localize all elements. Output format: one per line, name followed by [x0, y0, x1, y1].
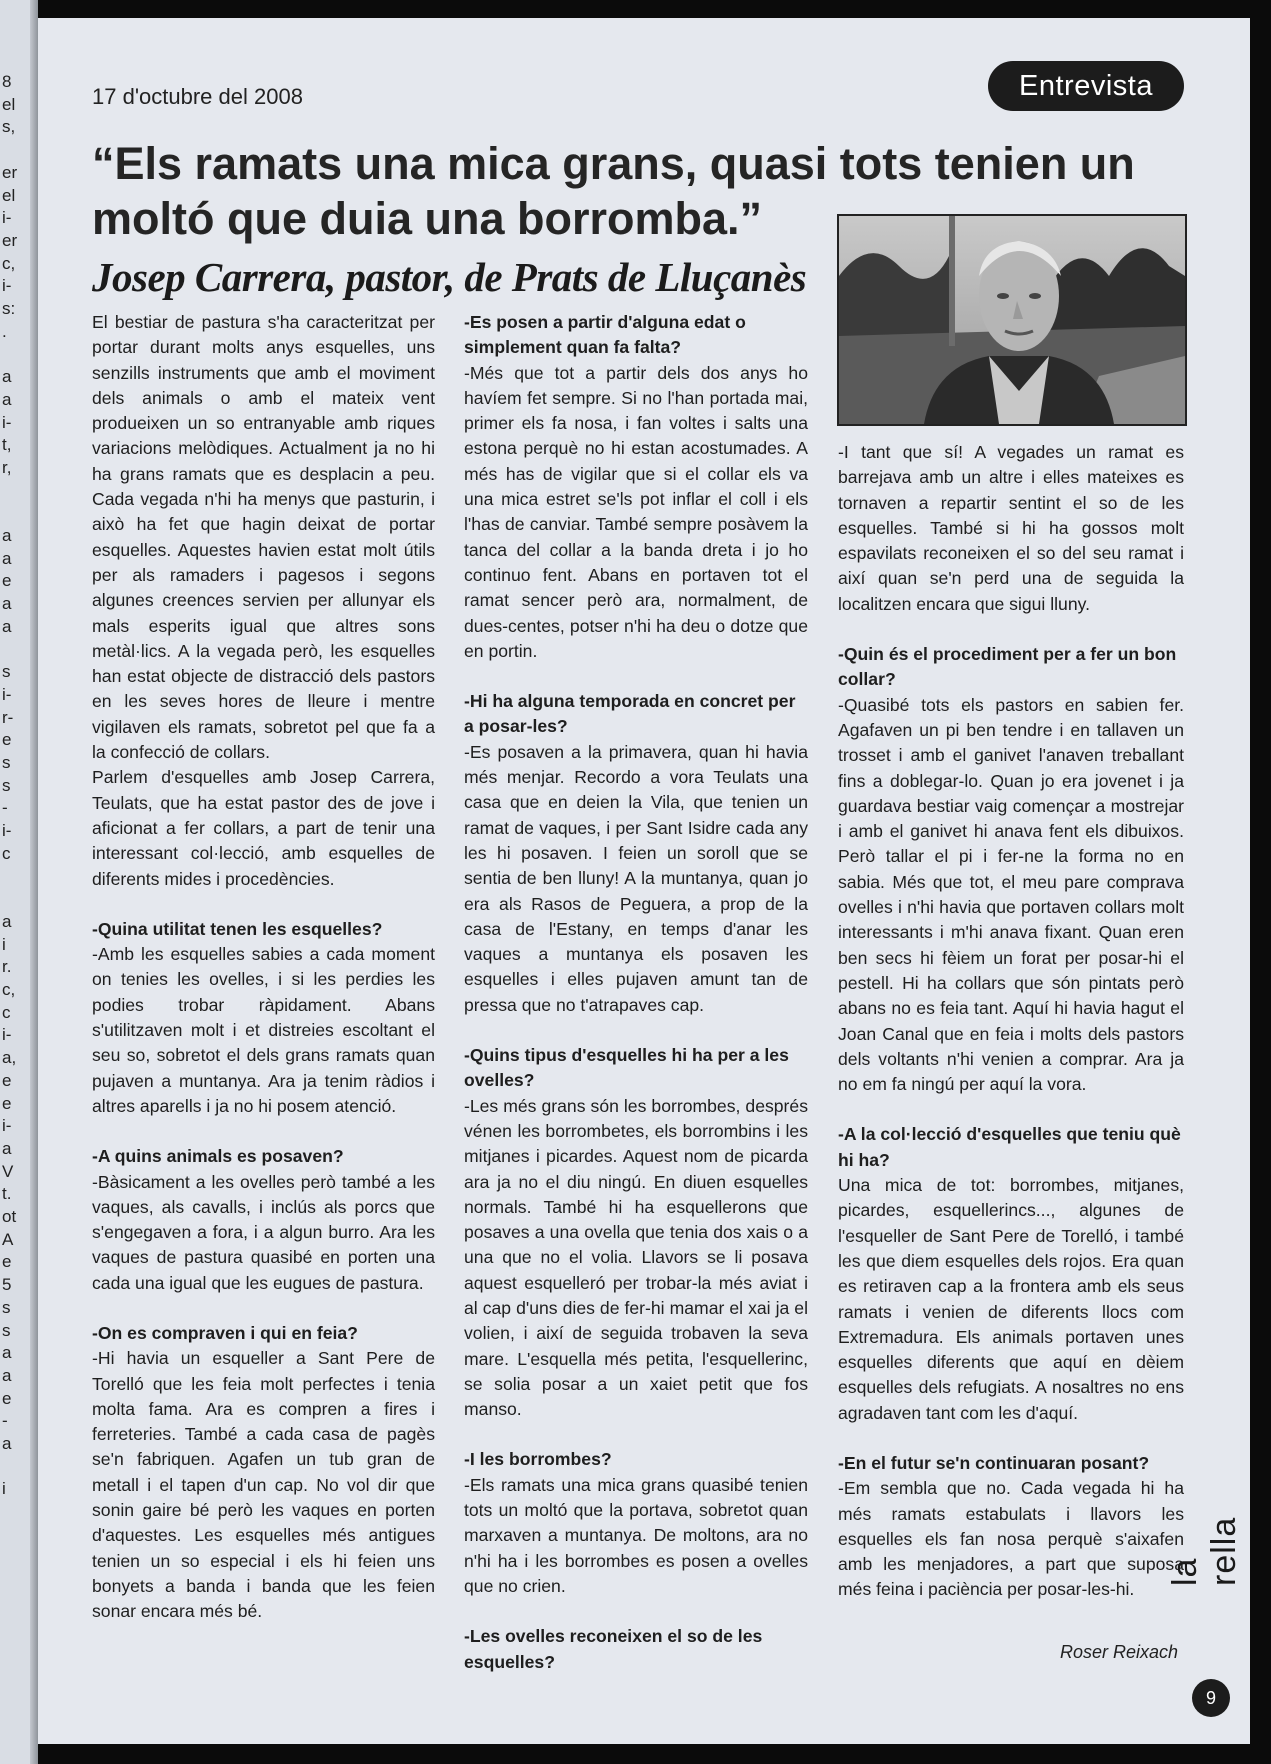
- previous-page-fragment: r-: [2, 707, 14, 727]
- previous-page-fragment: el: [2, 94, 16, 114]
- previous-page-fragment: a: [2, 1138, 12, 1158]
- article-paragraph: -Bàsicament a les ovelles però també a les vaques, als cavalls, i inclús als porcs que s'engegaven a fora, i a algun burro. Ara les vaques de pastura quasibé en porten una cada una igual que les eugues de pastura.: [92, 1171, 435, 1293]
- article-column-3: [838, 440, 1184, 1603]
- interview-question: -I les borrombes?: [464, 1449, 612, 1470]
- paragraph-spacer: [838, 1426, 1184, 1451]
- headline-line-1: “Els ramats una mica grans, quasi tots tenien un: [92, 138, 1135, 189]
- author-signature: Roser Reixach: [1059, 1642, 1178, 1662]
- previous-page-fragment: s: [2, 662, 11, 682]
- previous-page-fragment: e: [2, 1093, 12, 1113]
- article-column-1: [92, 310, 435, 1625]
- previous-page-fragment: i-: [2, 821, 12, 841]
- article-paragraph: El bestiar de pastura s'ha caracteritzat per portar durant molts anys esquelles, uns senzills instruments que amb el moviment dels animals o amb el mateix vent produeixen un so entranyable amb riques variacions melòdiques. Actualment ja no hi ha grans ramats que es desplacin a peu. Cada vegada n'hi ha menys que pasturin, i això ha fet que hagin deixat de portar esquelles. Aquestes havien estat molt útils per als ramaders i pagesos i segons algunes creences servien per allunyar els mals esperits igual que altres sons metàl·lics. A la vegada però, les esquelles han estat objecte de distracció dels pastors en les seves hores de lleure i mentre vigilaven els ramats, sobretot pel que fa a la confecció de collars.: [92, 312, 435, 763]
- previous-page-fragment: r.: [2, 957, 12, 977]
- previous-page-fragment: c,: [2, 980, 16, 999]
- paragraph-spacer: [92, 1296, 435, 1321]
- paragraph-spacer: [92, 892, 435, 917]
- paragraph-spacer: [464, 1422, 808, 1447]
- previous-page-fragment: a: [2, 389, 12, 409]
- previous-page-fragment: a: [2, 1343, 12, 1363]
- previous-page-fragment: i: [2, 934, 6, 954]
- paragraph-spacer: [464, 664, 808, 689]
- issue-date: 17 d'octubre del 2008: [92, 84, 303, 109]
- previous-page-fragment: el: [2, 185, 16, 205]
- previous-page-fragment: .: [2, 321, 7, 341]
- interview-question: -Quins tipus d'esquelles hi ha per a les ovelles?: [464, 1045, 789, 1091]
- paragraph-spacer: [464, 1599, 808, 1624]
- article-paragraph: -Els ramats una mica grans quasibé tenien tots un moltó que la portava, sobretot quan marxaven a muntanya. De moltons, ara no n'hi ha i les borrombes es posen a ovelles que no crien.: [464, 1474, 808, 1596]
- previous-page-fragment: i-: [2, 412, 12, 432]
- previous-page-fragment: i-: [2, 208, 12, 228]
- previous-page-fragment: -: [2, 798, 8, 818]
- article-paragraph: -Hi havia un esqueller a Sant Pere de Torelló que les feia molt perfectes i tenia molta fama. Ara es compren a fires i ferreteries. També a cada casa de pagès se'n fabriquen. Agafen un tub gran de metall i el tapen d'un cap. No vol dir que sonin gaire bé però les vaques en porten d'aquestes. Les esquelles més antigues tenien un so especial i els hi feien uns bonyets a banda i banda que les feien sonar encara més bé.: [92, 1348, 435, 1622]
- interview-question: -A la col·lecció d'esquelles que teniu què hi ha?: [838, 1124, 1181, 1170]
- previous-page-fragment: s: [2, 1320, 11, 1340]
- interview-question: -Quina utilitat tenen les esquelles?: [92, 918, 383, 939]
- previous-page-fragment: e: [2, 1070, 12, 1090]
- previous-page-fragment: er: [2, 230, 18, 250]
- article-paragraph: -Amb les esquelles sabies a cada moment on tenies les ovelles, i si les perdies les podies trobar ràpidament. Abans s'utilitzaven molt i et distreies escoltant el seu so, sobretot el dels grans ramats quan pujaven a muntanya. Ara ja tenim ràdios i altres aparells i ja no hi posem atenció.: [92, 944, 435, 1116]
- previous-page-fragment: t.: [2, 1184, 12, 1204]
- previous-page-fragment: A: [2, 1229, 14, 1249]
- previous-page-fragment: r,: [2, 457, 12, 477]
- previous-page-fragment: s: [2, 775, 11, 795]
- previous-page-fragment: a: [2, 594, 12, 614]
- previous-page-fragment: c: [2, 843, 11, 863]
- article-paragraph: -Em sembla que no. Cada vegada hi ha més ramats estabulats i llavors les esquelles els fan nosa perquè s'aixafen amb les menjadores, a part que suposa més feina i paciència per posar-les-hi.: [838, 1478, 1184, 1600]
- previous-page-fragment: a: [2, 367, 12, 387]
- article-paragraph: -Més que tot a partir dels dos anys ho havíem fet sempre. Si no l'han portada mai, primer els fa nosa, i fan voltes i salts una estona perquè no hi estan acostumades. A més has de vigilar que si el collar els va una mica estret se'ls pot inflar el coll i els l'has de canviar. També sempre posàvem la tanca del collar a la banda dreta i jo ho continuo fent. Abans en portaven tot el ramat sencer però ara, normalment, de dues-centes, potser n'hi ha deu o dotze que en portin.: [464, 362, 808, 661]
- interview-question: -Hi ha alguna temporada en concret per a posar-les?: [464, 691, 796, 737]
- previous-page-fragment: i-: [2, 1116, 12, 1136]
- previous-page-fragment: s: [2, 1297, 11, 1317]
- previous-page-fragment: a: [2, 911, 12, 931]
- previous-page-fragment: c,: [2, 253, 16, 273]
- article-paragraph: Una mica de tot: borrombes, mitjanes, picardes, esquellerincs..., algunes de l'esqueller de Sant Pere de Torelló, i també les que diem esquelles dels rojos. Era quan es retiraven cap a la frontera amb els seus ramats i venien de diferents llocs com Extremadura. Els animals portaven unes esquelles diferents que aquí en dèiem esquelles dels refugiats. A nosaltres no ens agradaven tant com les d'aquí.: [838, 1175, 1184, 1423]
- magazine-page: [38, 18, 1250, 1744]
- interview-question: -Quin és el procediment per a fer un bon collar?: [838, 644, 1177, 690]
- previous-page-fragment: t,: [2, 435, 12, 455]
- page-fold-shadow: [30, 0, 38, 1764]
- magazine-name: la rella: [1166, 1516, 1243, 1586]
- previous-page-fragment: e: [2, 1388, 12, 1408]
- article-paragraph: -Es posaven a la primavera, quan hi havia més menjar. Recordo a vora Teulats una casa que en deien la Vila, que tenien un ramat de vaques, i per Sant Isidre cada any les hi posaven. I feien un soroll que se sentia de ben lluny! A la muntanya, quan jo era als Rasos de Peguera, a prop de la casa de l'Estany, en temps d'anar les vaques a muntanya els posaven les esquelles i elles pujaven amunt tan de pressa que no t'atrapaves cap.: [464, 741, 808, 1015]
- previous-page-fragment: a: [2, 526, 12, 545]
- previous-page-fragment: 5: [2, 1275, 12, 1295]
- interview-question: -Es posen a partir d'alguna edat o simplement quan fa falta?: [464, 312, 746, 358]
- previous-page-fragment: s: [2, 753, 11, 772]
- previous-page-fragment: a: [2, 1365, 12, 1385]
- previous-page-fragment: s:: [2, 299, 16, 318]
- paragraph-spacer: [838, 617, 1184, 642]
- previous-page-fragment: c: [2, 1002, 11, 1022]
- article-paragraph: -I tant que sí! A vegades un ramat es barrejava amb un altre i elles mateixes es tornaven a repartir sentint el so de les esquelles. També si hi ha gossos molt espavilats reconeixen el so del seu ramat i així quan se'n perd una de seguida la localitzen encara que sigui lluny.: [838, 442, 1184, 614]
- previous-page-fragment: 8: [2, 72, 12, 91]
- portrait-image: [839, 216, 1185, 424]
- headline-line-2: moltó que duia una borromba.”: [92, 193, 763, 244]
- paragraph-spacer: [838, 1097, 1184, 1122]
- interviewee-subtitle: Josep Carrera, pastor, de Prats de Lluçanès: [92, 254, 807, 300]
- previous-page-fragment: e: [2, 1252, 12, 1272]
- article-paragraph: Parlem d'esquelles amb Josep Carrera, Teulats, que ha estat pastor des de jove i aficionat a fer collars, a part de tenir una interessant col·lecció, amb esquelles de diferents mides i procedències.: [92, 767, 435, 889]
- previous-page-fragment: i-: [2, 276, 12, 296]
- paragraph-spacer: [92, 1119, 435, 1144]
- previous-page-edge: [0, 0, 38, 1764]
- article-paragraph: -Quasibé tots els pastors en sabien fer. Agafaven un pi ben tendre i en tallaven un trosset i amb el ganivet l'anaven treballant fins a doblegar-lo. Quan jo era jovenet i ja guardava bestiar vaig començar a mostrejar i amb el ganivet hi anava fent els dibuixos. Però tallar el pi i fer-ne la forma no en sabia. Més que tot, el meu pare comprava ovelles i n'hi havia que portaven collars molt interessants i m'hi anava fixant. Quan eren ben secs hi fèiem un forat per posar-hi el pestell. Hi ha collars que són pintats però abans no es feia tant. Aquí hi havia hagut el Joan Canal que en feia i molts dels pastors dels voltants n'hi venien a comprar. Ara ja no em fa ningú per aquí la vora.: [838, 694, 1184, 1095]
- previous-page-fragment: a: [2, 548, 12, 568]
- previous-page-fragment: e: [2, 730, 12, 750]
- page-number: 9: [1192, 1679, 1230, 1717]
- interview-question: -En el futur se'n continuaran posant?: [838, 1452, 1150, 1473]
- interview-question: -On es compraven i qui en feia?: [92, 1322, 358, 1343]
- interview-question: -Les ovelles reconeixen el so de les esquelles?: [464, 1626, 763, 1672]
- interviewee-photo: [837, 214, 1187, 426]
- previous-page-fragment: -: [2, 1411, 8, 1431]
- previous-page-fragment: er: [2, 162, 18, 182]
- previous-page-fragment: a: [2, 1434, 12, 1453]
- article-paragraph: -Les més grans són les borrombes, després vénen les borrombetes, els borrombins i les mitjanes i picardes. Aquest nom de picarda ara ja no el diu ningú. En diuen esquelles normals. També hi ha esquellerons que posaves a una ovella que tenia dos xais o a una que no el volia. Llavors se li posava aquest esquelleró per trobar-la més aviat i al cap d'uns dies de fer-hi mamar el xai ja el volien, i així de seguida trobaven la seva mare. L'esquella més petita, l'esquellerinc, se solia posar a un xaiet petit que fos manso.: [464, 1095, 808, 1420]
- previous-page-fragment: ot: [2, 1207, 17, 1226]
- previous-page-fragment: e: [2, 571, 12, 591]
- previous-page-fragment: a: [2, 616, 12, 636]
- section-badge: Entrevista: [988, 61, 1184, 111]
- previous-page-fragment: i-: [2, 1025, 12, 1045]
- paragraph-spacer: [464, 1018, 808, 1043]
- article-column-2: [464, 310, 808, 1675]
- previous-page-fragment: V: [2, 1161, 14, 1181]
- interview-question: -A quins animals es posaven?: [92, 1146, 344, 1167]
- previous-page-fragment: i: [2, 1479, 6, 1499]
- previous-page-fragment: a,: [2, 1048, 17, 1068]
- previous-page-fragment: s,: [2, 117, 16, 137]
- previous-page-fragment: i-: [2, 684, 12, 704]
